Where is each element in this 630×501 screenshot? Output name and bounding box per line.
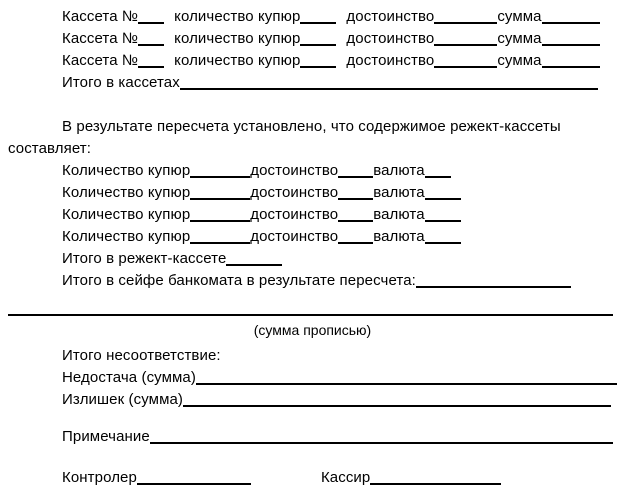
total-safe-blank[interactable] — [416, 275, 571, 288]
currency-blank[interactable] — [425, 187, 461, 200]
denomination-label: достоинство — [250, 162, 339, 179]
statement-text-2: составляет: — [8, 140, 92, 157]
banknote-count-label: количество купюр — [174, 30, 301, 47]
surplus-blank[interactable] — [183, 394, 611, 407]
currency-label: валюта — [373, 184, 425, 201]
controller-signature-blank[interactable] — [137, 472, 251, 485]
surplus-row — [8, 389, 622, 411]
currency-label: валюта — [373, 206, 425, 223]
total-cassettes-blank[interactable] — [180, 77, 598, 90]
denomination-blank[interactable] — [338, 165, 373, 178]
currency-label: валюта — [373, 228, 425, 245]
banknote-count-blank[interactable] — [190, 165, 250, 178]
amount-in-words-caption-text: (сумма прописью) — [253, 322, 372, 338]
denomination-blank[interactable] — [434, 11, 497, 24]
banknote-count-blank[interactable] — [300, 11, 336, 24]
banknote-count-label: количество купюр — [174, 52, 301, 69]
cassette-number-blank[interactable] — [138, 11, 164, 24]
banknote-count-blank[interactable] — [300, 55, 336, 68]
shortage-blank[interactable] — [196, 372, 617, 385]
banknote-count-blank[interactable] — [300, 33, 336, 46]
denomination-blank[interactable] — [338, 209, 373, 222]
denomination-blank[interactable] — [338, 231, 373, 244]
signature-row — [8, 467, 622, 489]
cassette-row — [8, 50, 622, 72]
reject-row — [8, 160, 622, 182]
denomination-blank[interactable] — [434, 33, 497, 46]
banknote-count-blank[interactable] — [190, 187, 250, 200]
total-cassettes-row — [8, 72, 622, 94]
surplus-label: Излишек (сумма) — [62, 391, 184, 408]
cassette-number-label: Кассета № — [62, 52, 139, 69]
denomination-label: достоинство — [346, 30, 435, 47]
discrepancy-label: Итого несоответствие: — [62, 347, 221, 364]
denomination-label: достоинство — [346, 8, 435, 25]
banknote-count-label: Количество купюр — [62, 206, 191, 223]
total-safe-label: Итого в сейфе банкомата в результате пересчета: — [62, 272, 416, 289]
sum-blank[interactable] — [542, 33, 600, 46]
statement-line-1 — [8, 116, 622, 138]
banknote-count-label: количество купюр — [174, 8, 301, 25]
banknote-count-label: Количество купюр — [62, 162, 191, 179]
reject-row — [8, 182, 622, 204]
total-cassettes-label: Итого в кассетах — [62, 74, 180, 91]
amount-in-words-caption — [0, 320, 625, 340]
sum-label: сумма — [497, 52, 542, 69]
currency-blank[interactable] — [425, 209, 461, 222]
denomination-blank[interactable] — [338, 187, 373, 200]
cassette-number-label: Кассета № — [62, 30, 139, 47]
discrepancy-row — [8, 345, 622, 367]
reject-row — [8, 226, 622, 248]
total-reject-blank[interactable] — [226, 253, 282, 266]
cassette-number-blank[interactable] — [138, 33, 164, 46]
shortage-row — [8, 367, 622, 389]
shortage-label: Недостача (сумма) — [62, 369, 196, 386]
cashier-label: Кассир — [320, 469, 371, 486]
sum-label: сумма — [497, 8, 542, 25]
sum-label: сумма — [497, 30, 542, 47]
cassette-number-label: Кассета № — [62, 8, 139, 25]
cassette-row — [8, 28, 622, 50]
currency-blank[interactable] — [425, 231, 461, 244]
denomination-label: достоинство — [250, 228, 339, 245]
controller-label: Контролер — [62, 469, 137, 486]
statement-text-1: В результате пересчета установлено, что содержимое режект-кассеты — [62, 118, 561, 135]
denomination-label: достоинство — [250, 206, 339, 223]
sum-blank[interactable] — [542, 55, 600, 68]
banknote-count-label: Количество купюр — [62, 228, 191, 245]
denomination-label: достоинство — [346, 52, 435, 69]
denomination-label: достоинство — [250, 184, 339, 201]
total-safe-row — [8, 270, 622, 292]
reject-row — [8, 204, 622, 226]
cassette-row — [8, 6, 622, 28]
amount-in-words-rule[interactable] — [8, 314, 613, 316]
banknote-count-blank[interactable] — [190, 209, 250, 222]
cassette-number-blank[interactable] — [138, 55, 164, 68]
note-blank[interactable] — [150, 431, 613, 444]
total-reject-label: Итого в режект-кассете — [62, 250, 227, 267]
currency-label: валюта — [373, 162, 425, 179]
cashier-signature-blank[interactable] — [370, 472, 501, 485]
statement-line-2 — [8, 138, 622, 160]
note-row — [8, 426, 622, 448]
sum-blank[interactable] — [542, 11, 600, 24]
banknote-count-blank[interactable] — [190, 231, 250, 244]
denomination-blank[interactable] — [434, 55, 497, 68]
note-label: Примечание — [62, 428, 150, 445]
banknote-count-label: Количество купюр — [62, 184, 191, 201]
currency-blank[interactable] — [425, 165, 451, 178]
total-reject-row — [8, 248, 622, 270]
